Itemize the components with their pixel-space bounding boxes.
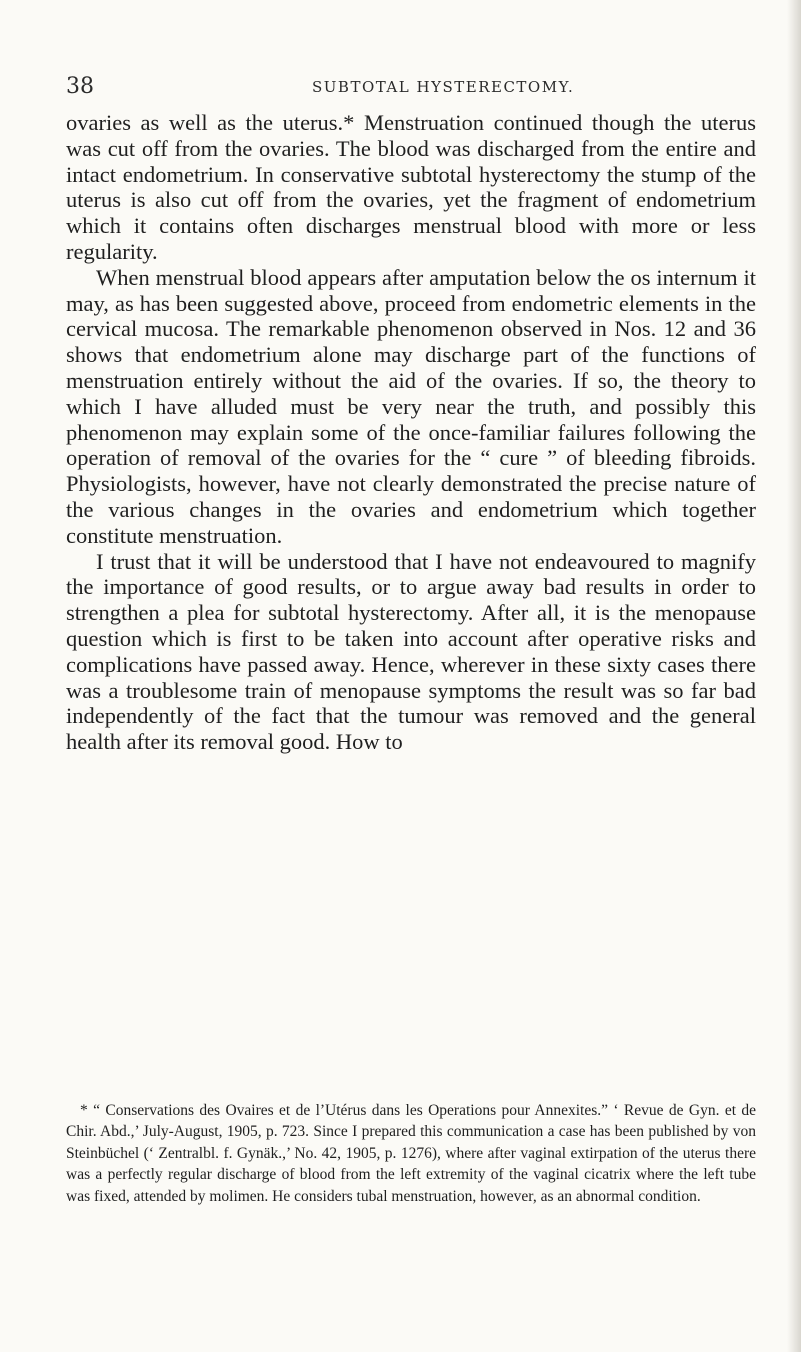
page-edge-shadow xyxy=(787,0,801,1352)
paragraph-continuation: ovaries as well as the uterus.* Menstruation continued though the uterus was cut off from the ovaries. The blood was discharged from the entire and intact endometrium. In conservative subtotal hysterectomy the stump of the uterus is also cut off from the ovaries, yet the fragment of endometrium which it contains often discharges menstrual blood with more or less regularity. xyxy=(66,110,756,264)
running-head-title: SUBTOTAL HYSTERECTOMY. xyxy=(312,78,575,96)
body-text xyxy=(66,110,756,755)
page-number: 38 xyxy=(66,74,94,99)
running-head xyxy=(66,74,756,104)
paragraph-menopause-question: I trust that it will be understood that I have not endeavoured to magnify the importance of good results, or to argue away bad results in order to strengthen a plea for subtotal hysterectomy. After all, it is the menopause question which is first to be taken into account after operative risks and complications have passed away. Hence, wherever in these sixty cases there was a troublesome train of menopause symptoms the result was so far bad independently of the fact that the tumour was removed and the general health after its removal good. How to xyxy=(66,548,756,755)
paragraph-menstrual-blood: When menstrual blood appears after amputation below the os internum it may, as has been suggested above, proceed from endometric elements in the cervical mucosa. The remarkable phenomenon observed in Nos. 12 and 36 shows that endometrium alone may discharge part of the functions of menstruation entirely without the aid of the ovaries. If so, the theory to which I have alluded must be very near the truth, and possibly this phenomenon may explain some of the once-familiar failures following the operation of removal of the ovaries for the “ cure ” of bleeding fibroids. Physiologists, however, have not clearly demonstrated the precise nature of the various changes in the ovaries and endometrium which together constitute menstruation. xyxy=(66,264,756,548)
footnote: * “ Conservations des Ovaires et de l’Utérus dans les Operations pour Annexites.” ‘ Revue de Gyn. et de Chir. Abd.,’ July-August, 1905, p. 723. Since I prepared this communication a case has been published by von Steinbüchel (‘ Zentralbl. f. Gynäk.,’ No. 42, 1905, p. 1276), where after vaginal extirpation of the uterus there was a perfectly regular discharge of blood from the left extremity of the vaginal cicatrix where the left tube was fixed, attended by molimen. He considers tubal menstruation, however, as an abnormal condition. xyxy=(66,1102,756,1205)
